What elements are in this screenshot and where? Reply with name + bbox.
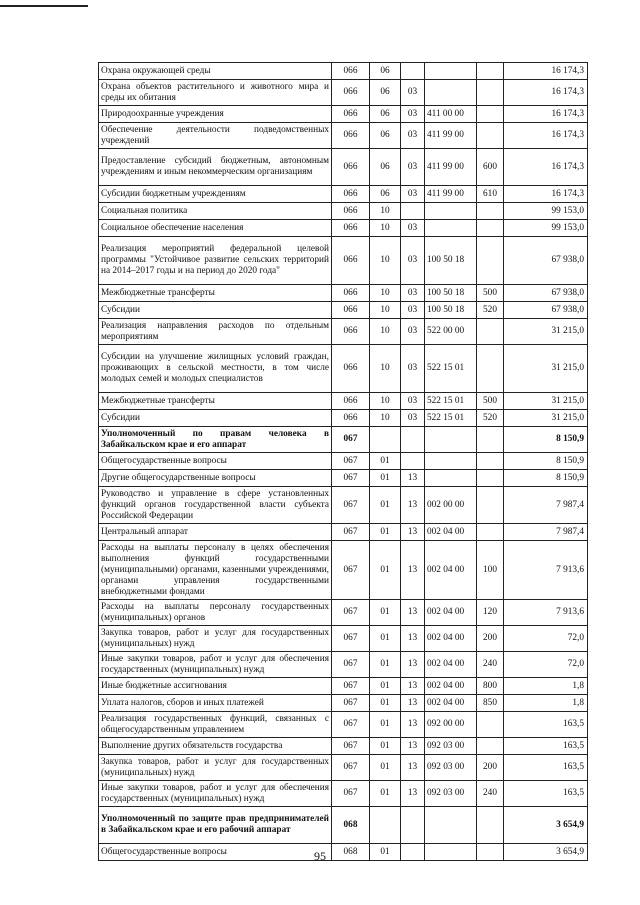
row-subsection-code: 03	[401, 319, 425, 345]
table-row	[99, 781, 588, 807]
row-ved-code: 067	[332, 626, 370, 652]
row-target-item-code: 522 15 01	[425, 393, 477, 410]
row-ved-code: 066	[332, 345, 370, 393]
table-row	[99, 487, 588, 524]
row-ved-code: 066	[332, 123, 370, 149]
row-expense-type-code: 200	[477, 755, 504, 781]
table-row	[99, 738, 588, 755]
row-subsection-code: 13	[401, 781, 425, 807]
row-ved-code: 068	[332, 807, 370, 844]
row-ved-code: 066	[332, 285, 370, 302]
row-expense-type-code: 850	[477, 695, 504, 712]
row-amount: 16 174,3	[504, 106, 588, 123]
row-section-code: 10	[370, 237, 401, 285]
row-section-code: 06	[370, 186, 401, 203]
row-expense-type-code	[477, 453, 504, 470]
table-row	[99, 220, 588, 237]
row-amount: 67 938,0	[504, 285, 588, 302]
row-target-item-code: 411 99 00	[425, 123, 477, 149]
row-amount: 16 174,3	[504, 149, 588, 186]
row-amount: 67 938,0	[504, 302, 588, 319]
row-section-code: 10	[370, 203, 401, 220]
row-name: Социальное обеспечение населения	[99, 220, 332, 237]
row-subsection-code: 03	[401, 410, 425, 427]
row-ved-code: 067	[332, 712, 370, 738]
row-target-item-code: 092 00 00	[425, 712, 477, 738]
row-expense-type-code	[477, 80, 504, 106]
table-row	[99, 695, 588, 712]
row-amount: 16 174,3	[504, 80, 588, 106]
row-subsection-code: 03	[401, 302, 425, 319]
row-subsection-code: 13	[401, 755, 425, 781]
row-ved-code: 067	[332, 652, 370, 678]
row-subsection-code: 13	[401, 600, 425, 626]
row-name: Закупка товаров, работ и услуг для государственных (муниципальных) нужд	[99, 626, 332, 652]
table-row	[99, 203, 588, 220]
row-amount: 7 913,6	[504, 600, 588, 626]
table-row	[99, 186, 588, 203]
row-expense-type-code: 200	[477, 626, 504, 652]
table-row	[99, 410, 588, 427]
table-row	[99, 678, 588, 695]
row-ved-code: 066	[332, 149, 370, 186]
row-subsection-code: 13	[401, 695, 425, 712]
row-name: Социальная политика	[99, 203, 332, 220]
row-subsection-code: 13	[401, 626, 425, 652]
row-section-code: 10	[370, 410, 401, 427]
row-target-item-code: 100 50 18	[425, 285, 477, 302]
table-row	[99, 106, 588, 123]
row-amount: 99 153,0	[504, 203, 588, 220]
row-ved-code: 066	[332, 302, 370, 319]
row-amount: 3 654,9	[504, 807, 588, 844]
row-section-code: 01	[370, 487, 401, 524]
page-number: 95	[314, 849, 326, 863]
row-amount: 1,8	[504, 678, 588, 695]
row-ved-code: 067	[332, 427, 370, 453]
row-expense-type-code	[477, 63, 504, 80]
row-target-item-code: 002 04 00	[425, 678, 477, 695]
table-row	[99, 652, 588, 678]
row-expense-type-code	[477, 319, 504, 345]
table-row	[99, 453, 588, 470]
row-target-item-code: 100 50 18	[425, 302, 477, 319]
row-expense-type-code	[477, 237, 504, 285]
row-amount: 31 215,0	[504, 319, 588, 345]
row-name: Расходы на выплаты персоналу государственных (муниципальных) органов	[99, 600, 332, 626]
row-target-item-code: 092 03 00	[425, 781, 477, 807]
table-row	[99, 345, 588, 393]
row-expense-type-code	[477, 712, 504, 738]
table-row	[99, 600, 588, 626]
table-row	[99, 80, 588, 106]
row-section-code: 01	[370, 678, 401, 695]
row-target-item-code	[425, 80, 477, 106]
row-ved-code: 066	[332, 203, 370, 220]
row-name: Субсидии бюджетным учреждениям	[99, 186, 332, 203]
row-ved-code: 066	[332, 220, 370, 237]
row-name: Обеспечение деятельности подведомственных учреждений	[99, 123, 332, 149]
row-target-item-code: 100 50 18	[425, 237, 477, 285]
row-amount: 72,0	[504, 626, 588, 652]
row-section-code: 01	[370, 470, 401, 487]
row-subsection-code	[401, 427, 425, 453]
row-name: Общегосударственные вопросы	[99, 844, 332, 861]
row-ved-code: 067	[332, 524, 370, 541]
row-subsection-code: 13	[401, 652, 425, 678]
row-name: Природоохранные учреждения	[99, 106, 332, 123]
row-name: Охрана объектов растительного и животного мира и среды их обитания	[99, 80, 332, 106]
row-subsection-code: 13	[401, 470, 425, 487]
row-expense-type-code	[477, 345, 504, 393]
row-expense-type-code: 800	[477, 678, 504, 695]
row-section-code: 10	[370, 220, 401, 237]
row-section-code: 06	[370, 63, 401, 80]
row-section-code: 01	[370, 626, 401, 652]
row-ved-code: 067	[332, 541, 370, 600]
table-row	[99, 470, 588, 487]
row-ved-code: 066	[332, 80, 370, 106]
row-ved-code: 066	[332, 237, 370, 285]
row-ved-code: 067	[332, 738, 370, 755]
row-target-item-code: 411 99 00	[425, 149, 477, 186]
table-row	[99, 541, 588, 600]
row-amount: 8 150,9	[504, 470, 588, 487]
row-target-item-code: 002 00 00	[425, 487, 477, 524]
row-section-code: 10	[370, 285, 401, 302]
row-target-item-code	[425, 470, 477, 487]
row-target-item-code: 522 15 01	[425, 345, 477, 393]
row-target-item-code	[425, 220, 477, 237]
row-subsection-code: 03	[401, 106, 425, 123]
row-amount: 1,8	[504, 695, 588, 712]
row-name: Расходы на выплаты персоналу в целях обеспечения выполнения функций государственными (муниципальными) органами, казенными учреждениями, органами управления государственными внебюджетными фондами	[99, 541, 332, 600]
row-expense-type-code	[477, 470, 504, 487]
row-target-item-code: 002 04 00	[425, 652, 477, 678]
table-row	[99, 237, 588, 285]
row-subsection-code: 13	[401, 541, 425, 600]
row-ved-code: 066	[332, 319, 370, 345]
row-amount: 163,5	[504, 712, 588, 738]
row-ved-code: 067	[332, 755, 370, 781]
row-subsection-code: 03	[401, 237, 425, 285]
row-name: Реализация направления расходов по отдельным мероприятиям	[99, 319, 332, 345]
row-subsection-code	[401, 63, 425, 80]
row-subsection-code: 13	[401, 738, 425, 755]
table-row	[99, 626, 588, 652]
row-section-code: 01	[370, 524, 401, 541]
row-target-item-code: 002 04 00	[425, 541, 477, 600]
row-amount: 163,5	[504, 738, 588, 755]
row-ved-code: 066	[332, 410, 370, 427]
row-section-code: 10	[370, 345, 401, 393]
row-expense-type-code: 100	[477, 541, 504, 600]
row-subsection-code: 03	[401, 345, 425, 393]
table-row	[99, 524, 588, 541]
row-subsection-code: 13	[401, 712, 425, 738]
row-amount: 8 150,9	[504, 427, 588, 453]
row-expense-type-code: 240	[477, 781, 504, 807]
row-expense-type-code	[477, 220, 504, 237]
row-expense-type-code	[477, 738, 504, 755]
row-amount: 7 987,4	[504, 524, 588, 541]
row-ved-code: 067	[332, 678, 370, 695]
row-section-code: 10	[370, 319, 401, 345]
row-target-item-code	[425, 807, 477, 844]
header-rule	[0, 5, 88, 7]
row-name: Субсидии	[99, 410, 332, 427]
row-name: Охрана окружающей среды	[99, 63, 332, 80]
row-amount: 16 174,3	[504, 186, 588, 203]
row-target-item-code: 411 00 00	[425, 106, 477, 123]
row-ved-code: 067	[332, 695, 370, 712]
row-subsection-code: 13	[401, 487, 425, 524]
row-subsection-code: 13	[401, 524, 425, 541]
row-subsection-code: 03	[401, 220, 425, 237]
row-ved-code: 066	[332, 63, 370, 80]
row-amount: 7 987,4	[504, 487, 588, 524]
row-subsection-code: 03	[401, 285, 425, 302]
table-row	[99, 63, 588, 80]
row-target-item-code: 002 04 00	[425, 600, 477, 626]
row-amount: 67 938,0	[504, 237, 588, 285]
row-name: Общегосударственные вопросы	[99, 453, 332, 470]
row-name: Реализация мероприятий федеральной целевой программы "Устойчивое развитие сельских территорий на 2014–2017 годы и на период до 2020 года"	[99, 237, 332, 285]
row-amount: 99 153,0	[504, 220, 588, 237]
row-ved-code: 066	[332, 106, 370, 123]
row-section-code: 01	[370, 712, 401, 738]
row-name: Межбюджетные трансферты	[99, 285, 332, 302]
row-section-code: 01	[370, 755, 401, 781]
row-section-code	[370, 427, 401, 453]
row-expense-type-code: 520	[477, 410, 504, 427]
row-amount: 31 215,0	[504, 345, 588, 393]
row-target-item-code: 411 99 00	[425, 186, 477, 203]
row-subsection-code: 03	[401, 149, 425, 186]
row-amount: 163,5	[504, 755, 588, 781]
row-name: Иные закупки товаров, работ и услуг для обеспечения государственных (муниципальных) нужд	[99, 652, 332, 678]
row-subsection-code: 03	[401, 393, 425, 410]
row-section-code: 01	[370, 600, 401, 626]
row-name: Предоставление субсидий бюджетным, автономным учреждениям и иным некоммерческим организациям	[99, 149, 332, 186]
row-name: Другие общегосударственные вопросы	[99, 470, 332, 487]
row-expense-type-code	[477, 524, 504, 541]
row-expense-type-code	[477, 807, 504, 844]
row-section-code: 01	[370, 695, 401, 712]
row-target-item-code: 092 03 00	[425, 738, 477, 755]
table-row	[99, 393, 588, 410]
row-target-item-code: 522 00 00	[425, 319, 477, 345]
row-subsection-code: 03	[401, 186, 425, 203]
row-expense-type-code	[477, 487, 504, 524]
row-section-code: 10	[370, 393, 401, 410]
row-name: Уполномоченный по защите прав предпринимателей в Забайкальском крае и его рабочий аппарат	[99, 807, 332, 844]
row-target-item-code	[425, 203, 477, 220]
row-subsection-code: 03	[401, 123, 425, 149]
row-name: Реализация государственных функций, связанных с общегосударственным управлением	[99, 712, 332, 738]
row-target-item-code: 092 03 00	[425, 755, 477, 781]
row-subsection-code	[401, 203, 425, 220]
row-name: Субсидии на улучшение жилищных условий граждан, проживающих в сельской местности, в том числе молодых семей и молодых специалистов	[99, 345, 332, 393]
table-row	[99, 427, 588, 453]
row-name: Иные закупки товаров, работ и услуг для обеспечения государственных (муниципальных) нужд	[99, 781, 332, 807]
row-name: Выполнение других обязательств государства	[99, 738, 332, 755]
row-name: Центральный аппарат	[99, 524, 332, 541]
table-row	[99, 755, 588, 781]
row-name: Субсидии	[99, 302, 332, 319]
row-section-code: 01	[370, 738, 401, 755]
row-name: Иные бюджетные ассигнования	[99, 678, 332, 695]
row-subsection-code	[401, 453, 425, 470]
row-section-code: 06	[370, 80, 401, 106]
row-target-item-code: 002 04 00	[425, 524, 477, 541]
row-expense-type-code	[477, 203, 504, 220]
table-row	[99, 712, 588, 738]
row-amount: 72,0	[504, 652, 588, 678]
row-name: Межбюджетные трансферты	[99, 393, 332, 410]
row-section-code: 01	[370, 541, 401, 600]
row-expense-type-code	[477, 106, 504, 123]
row-ved-code: 066	[332, 186, 370, 203]
row-expense-type-code: 120	[477, 600, 504, 626]
row-expense-type-code: 240	[477, 652, 504, 678]
row-expense-type-code	[477, 427, 504, 453]
row-subsection-code: 03	[401, 80, 425, 106]
row-section-code: 01	[370, 781, 401, 807]
row-expense-type-code: 500	[477, 393, 504, 410]
row-ved-code: 067	[332, 470, 370, 487]
row-ved-code: 066	[332, 393, 370, 410]
table-row	[99, 302, 588, 319]
row-name: Руководство и управление в сфере установленных функций органов государственной власти субъекта Российской Федерации	[99, 487, 332, 524]
row-section-code	[370, 807, 401, 844]
row-target-item-code	[425, 453, 477, 470]
row-amount: 8 150,9	[504, 453, 588, 470]
row-name: Уплата налогов, сборов и иных платежей	[99, 695, 332, 712]
row-name: Закупка товаров, работ и услуг для государственных (муниципальных) нужд	[99, 755, 332, 781]
table-row	[99, 285, 588, 302]
row-amount: 31 215,0	[504, 410, 588, 427]
row-expense-type-code: 520	[477, 302, 504, 319]
row-ved-code: 067	[332, 600, 370, 626]
row-amount: 31 215,0	[504, 393, 588, 410]
row-subsection-code	[401, 807, 425, 844]
row-ved-code: 067	[332, 487, 370, 524]
row-target-item-code: 522 15 01	[425, 410, 477, 427]
row-target-item-code	[425, 63, 477, 80]
table-row	[99, 807, 588, 844]
row-section-code: 01	[370, 453, 401, 470]
row-section-code: 06	[370, 149, 401, 186]
table-row	[99, 319, 588, 345]
budget-table	[98, 62, 588, 861]
row-amount: 16 174,3	[504, 63, 588, 80]
budget-table-body	[99, 63, 588, 861]
row-section-code: 01	[370, 652, 401, 678]
row-name: Уполномоченный по правам человека в Забайкальском крае и его аппарат	[99, 427, 332, 453]
row-target-item-code: 002 04 00	[425, 626, 477, 652]
row-ved-code: 067	[332, 781, 370, 807]
row-amount: 3 654,9	[504, 844, 588, 861]
row-amount: 163,5	[504, 781, 588, 807]
row-expense-type-code	[477, 123, 504, 149]
row-section-code: 06	[370, 123, 401, 149]
row-expense-type-code: 600	[477, 149, 504, 186]
row-section-code: 01	[370, 844, 401, 861]
row-section-code: 06	[370, 106, 401, 123]
row-ved-code: 068	[332, 844, 370, 861]
table-row	[99, 123, 588, 149]
row-amount: 16 174,3	[504, 123, 588, 149]
table-row	[99, 149, 588, 186]
row-amount: 7 913,6	[504, 541, 588, 600]
row-expense-type-code: 500	[477, 285, 504, 302]
row-subsection-code: 13	[401, 678, 425, 695]
row-target-item-code	[425, 427, 477, 453]
row-section-code: 10	[370, 302, 401, 319]
row-ved-code: 067	[332, 453, 370, 470]
row-target-item-code: 002 04 00	[425, 695, 477, 712]
row-expense-type-code: 610	[477, 186, 504, 203]
